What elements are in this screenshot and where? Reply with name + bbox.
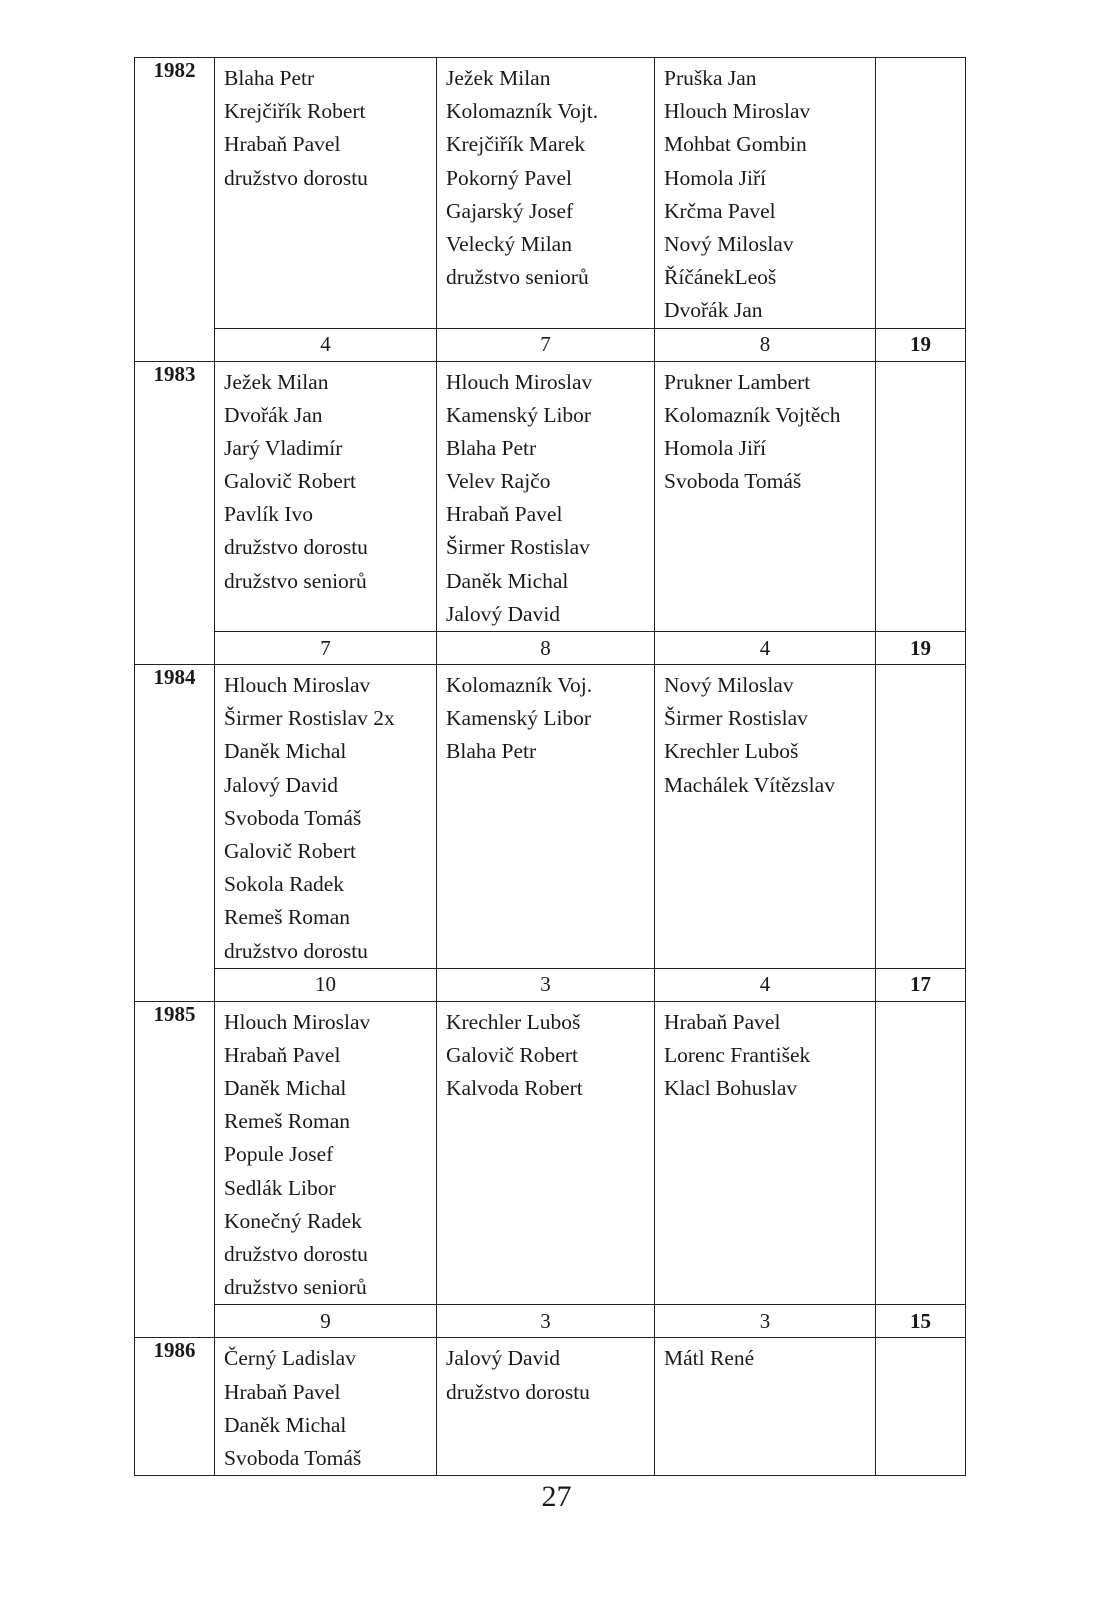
name-entry: Jalový David xyxy=(446,1346,561,1371)
name-entry: družstvo seniorů xyxy=(224,568,367,593)
name-entry: Blaha Petr xyxy=(446,435,537,460)
name-entry: Prukner Lambert xyxy=(664,369,811,394)
names-column-2 xyxy=(437,1001,655,1305)
score-cell: 9 xyxy=(215,1305,437,1338)
name-entry: Krejčiřík Marek xyxy=(446,132,586,157)
name-entry: Svoboda Tomáš xyxy=(224,805,362,830)
name-entry: Krejčiřík Robert xyxy=(224,99,366,124)
name-entry: Svoboda Tomáš xyxy=(664,469,802,494)
name-entry: Daněk Michal xyxy=(446,568,569,593)
name-entry: Blaha Petr xyxy=(224,66,315,90)
name-entry: Ježek Milan xyxy=(224,369,329,394)
name-entry: Kamenský Libor xyxy=(446,706,592,731)
name-entry: Širmer Rostislav xyxy=(446,535,590,560)
year-label: 1982 xyxy=(135,58,215,362)
name-entry: Daněk Michal xyxy=(224,1076,347,1101)
name-entry: Klacl Bohuslav xyxy=(664,1076,798,1101)
name-entry: Nový Miloslav xyxy=(664,673,794,697)
name-entry: Velev Rajčo xyxy=(446,469,551,494)
name-entry: Popule Josef xyxy=(224,1142,334,1167)
score-cell: 10 xyxy=(215,968,437,1001)
name-entry: Širmer Rostislav xyxy=(664,706,808,731)
names-column-1 xyxy=(215,665,437,969)
name-entry: Krechler Luboš xyxy=(664,739,799,764)
total-cell: 19 xyxy=(876,632,966,665)
score-row xyxy=(135,968,966,1001)
year-label: 1983 xyxy=(135,361,215,665)
name-entry: družstvo dorostu xyxy=(224,1242,368,1266)
empty-total-cell xyxy=(876,665,966,969)
year-block-row xyxy=(135,665,966,969)
empty-total-cell xyxy=(876,1001,966,1305)
names-column-3 xyxy=(655,665,876,969)
name-entry: Dvořák Jan xyxy=(664,298,763,323)
name-entry: Pavlík Ivo xyxy=(224,502,313,527)
name-entry: Jarý Vladimír xyxy=(224,435,343,460)
name-entry: Remeš Roman xyxy=(224,905,350,930)
year-block-row xyxy=(135,1338,966,1476)
year-label: 1984 xyxy=(135,665,215,1002)
name-entry: Hlouch Miroslav xyxy=(446,369,593,394)
name-entry: Hlouch Miroslav xyxy=(224,1009,371,1034)
score-row xyxy=(135,328,966,361)
empty-total-cell xyxy=(876,58,966,329)
score-cell: 3 xyxy=(655,1305,876,1338)
name-entry: Jalový David xyxy=(224,772,339,797)
score-cell: 7 xyxy=(437,328,655,361)
name-entry: Kolomazník Vojtěch xyxy=(664,402,841,427)
page-number: 27 xyxy=(541,1480,572,1513)
score-cell: 4 xyxy=(655,632,876,665)
score-row xyxy=(135,632,966,665)
name-entry: Hlouch Miroslav xyxy=(664,99,811,124)
year-block-row xyxy=(135,58,966,329)
name-entry: Mohbat Gombin xyxy=(664,132,807,157)
name-entry: Hlouch Miroslav xyxy=(224,673,371,697)
name-entry: Mátl René xyxy=(664,1346,755,1371)
name-entry: Hrabaň Pavel xyxy=(224,132,341,157)
names-column-2 xyxy=(437,361,655,632)
name-entry: Nový Miloslav xyxy=(664,231,794,256)
name-entry: Galovič Robert xyxy=(224,838,356,863)
total-cell: 15 xyxy=(876,1305,966,1338)
year-label: 1986 xyxy=(135,1338,215,1476)
name-entry: Černý Ladislav xyxy=(224,1346,356,1371)
name-entry: Konečný Radek xyxy=(224,1208,362,1233)
names-column-2 xyxy=(437,58,655,329)
name-entry: Krčma Pavel xyxy=(664,198,776,223)
name-entry: družstvo seniorů xyxy=(224,1275,367,1300)
score-cell: 7 xyxy=(215,632,437,665)
total-cell: 17 xyxy=(876,968,966,1001)
name-entry: Remeš Roman xyxy=(224,1109,350,1134)
score-cell: 8 xyxy=(655,328,876,361)
name-entry: Krechler Luboš xyxy=(446,1009,581,1034)
names-column-2 xyxy=(437,665,655,969)
names-column-3 xyxy=(655,361,876,632)
names-column-3 xyxy=(655,1338,876,1476)
name-entry: Kamenský Libor xyxy=(446,402,592,427)
empty-total-cell xyxy=(876,1338,966,1476)
name-entry: Lorenc František xyxy=(664,1042,811,1067)
records-table xyxy=(134,57,966,1476)
names-column-1 xyxy=(215,1001,437,1305)
name-entry: Kalvoda Robert xyxy=(446,1076,583,1101)
name-entry: Svoboda Tomáš xyxy=(224,1445,362,1470)
name-entry: družstvo dorostu xyxy=(446,1379,590,1404)
name-entry: Ježek Milan xyxy=(446,66,551,90)
empty-total-cell xyxy=(876,361,966,632)
name-entry: Daněk Michal xyxy=(224,1412,347,1437)
name-entry: Hrabaň Pavel xyxy=(446,502,563,527)
names-column-2 xyxy=(437,1338,655,1476)
name-entry: Machálek Vítězslav xyxy=(664,772,835,797)
name-entry: Kolomazník Voj. xyxy=(446,673,593,697)
name-entry: Jalový David xyxy=(446,601,561,626)
year-label: 1985 xyxy=(135,1001,215,1338)
total-cell: 19 xyxy=(876,328,966,361)
name-entry: Hrabaň Pavel xyxy=(224,1042,341,1067)
name-entry: Pokorný Pavel xyxy=(446,165,573,190)
name-entry: Galovič Robert xyxy=(446,1042,578,1067)
score-cell: 3 xyxy=(437,1305,655,1338)
names-column-1 xyxy=(215,58,437,329)
score-cell: 4 xyxy=(655,968,876,1001)
name-entry: Hrabaň Pavel xyxy=(224,1379,341,1404)
name-entry: Homola Jiří xyxy=(664,435,767,460)
name-entry: Dvořák Jan xyxy=(224,402,323,427)
score-cell: 3 xyxy=(437,968,655,1001)
name-entry: Širmer Rostislav 2x xyxy=(224,706,395,731)
names-column-1 xyxy=(215,1338,437,1476)
name-entry: Daněk Michal xyxy=(224,739,347,764)
name-entry: ŘíčánekLeoš xyxy=(664,265,777,290)
name-entry: Homola Jiří xyxy=(664,165,767,190)
name-entry: Pruška Jan xyxy=(664,66,757,90)
names-column-3 xyxy=(655,58,876,329)
score-cell: 8 xyxy=(437,632,655,665)
names-column-1 xyxy=(215,361,437,632)
name-entry: Sokola Radek xyxy=(224,872,345,897)
score-row xyxy=(135,1305,966,1338)
name-entry: družstvo dorostu xyxy=(224,165,368,190)
score-cell: 4 xyxy=(215,328,437,361)
name-entry: Blaha Petr xyxy=(446,739,537,764)
name-entry: družstvo dorostu xyxy=(224,938,368,963)
name-entry: družstvo seniorů xyxy=(446,265,589,290)
name-entry: Kolomazník Vojt. xyxy=(446,99,599,124)
names-column-3 xyxy=(655,1001,876,1305)
name-entry: Sedlák Libor xyxy=(224,1175,336,1200)
year-block-row xyxy=(135,361,966,632)
name-entry: Gajarský Josef xyxy=(446,198,574,223)
name-entry: Galovič Robert xyxy=(224,469,356,494)
year-block-row xyxy=(135,1001,966,1305)
name-entry: Hrabaň Pavel xyxy=(664,1009,781,1034)
name-entry: družstvo dorostu xyxy=(224,535,368,560)
name-entry: Velecký Milan xyxy=(446,231,572,256)
